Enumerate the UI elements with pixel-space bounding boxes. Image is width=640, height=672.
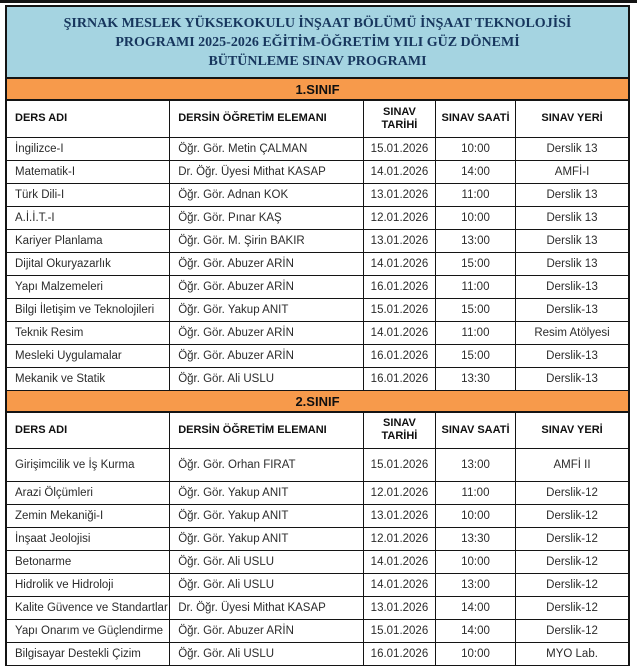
instructor-name: Öğr. Gör. Yakup ANIT [170, 482, 364, 505]
course-name: Teknik Resim [7, 321, 170, 344]
instructor-name: Öğr. Gör. M. Şirin BAKIR [170, 229, 364, 252]
table-row [7, 482, 628, 505]
exam-location: AMFİ II [516, 449, 628, 482]
table-row [7, 183, 628, 206]
exam-location: Derslik-13 [516, 344, 628, 367]
exam-time: 10:00 [435, 137, 515, 160]
exam-location: Derslik-13 [516, 367, 628, 390]
column-header-sinav-yeri: SINAV YERİ [516, 413, 628, 449]
course-name: Yapı Malzemeleri [7, 275, 170, 298]
table-row [7, 574, 628, 597]
exam-location: Derslik 13 [516, 206, 628, 229]
exam-location: Derslik-12 [516, 597, 628, 620]
instructor-name: Öğr. Gör. Abuzer ARİN [170, 275, 364, 298]
instructor-name: Öğr. Gör. Yakup ANIT [170, 298, 364, 321]
exam-time: 15:00 [435, 298, 515, 321]
course-name: Mesleki Uygulamalar [7, 344, 170, 367]
exam-table-second-year [7, 413, 628, 667]
exam-time: 13:30 [435, 367, 515, 390]
exam-date: 15.01.2026 [363, 298, 435, 321]
title-line-1: ŞIRNAK MESLEK YÜKSEKOKULU İNŞAAT BÖLÜMÜ İNŞAAT TEKNOLOJİSİ [63, 16, 572, 31]
course-name: Betonarme [7, 551, 170, 574]
exam-location: Derslik 13 [516, 183, 628, 206]
exam-time: 11:00 [435, 275, 515, 298]
exam-time: 14:00 [435, 160, 515, 183]
instructor-name: Öğr. Gör. Ali USLU [170, 574, 364, 597]
column-header-ders-adi: DERS ADI [7, 413, 170, 449]
instructor-name: Öğr. Gör. Metin ÇALMAN [170, 137, 364, 160]
section-first-year [7, 79, 628, 391]
instructor-name: Öğr. Gör. Ali USLU [170, 551, 364, 574]
exam-location: Derslik 13 [516, 229, 628, 252]
table-row [7, 298, 628, 321]
exam-date: 16.01.2026 [363, 275, 435, 298]
instructor-name: Öğr. Gör. Abuzer ARİN [170, 344, 364, 367]
column-header-sinav-tarihi: SINAV TARİHİ [363, 413, 435, 449]
exam-date: 13.01.2026 [363, 597, 435, 620]
exam-date: 15.01.2026 [363, 620, 435, 643]
exam-time: 10:00 [435, 206, 515, 229]
exam-time: 15:00 [435, 344, 515, 367]
exam-location: Derslik-12 [516, 620, 628, 643]
column-header-ogretim-elemani: DERSİN ÖĞRETİM ELEMANI [170, 101, 364, 137]
course-name: A.İ.İ.T.-I [7, 206, 170, 229]
table-header-row [7, 101, 628, 137]
course-name: İngilizce-I [7, 137, 170, 160]
exam-time: 14:00 [435, 620, 515, 643]
instructor-name: Öğr. Gör. Ali USLU [170, 367, 364, 390]
column-header-sinav-saati: SINAV SAATİ [435, 413, 515, 449]
exam-date: 13.01.2026 [363, 505, 435, 528]
column-header-ogretim-elemani: DERSİN ÖĞRETİM ELEMANI [170, 413, 364, 449]
column-header-sinav-saati: SINAV SAATİ [435, 101, 515, 137]
table-row [7, 344, 628, 367]
exam-time: 13:00 [435, 449, 515, 482]
exam-time: 10:00 [435, 643, 515, 666]
instructor-name: Öğr. Gör. Adnan KOK [170, 183, 364, 206]
exam-date: 16.01.2026 [363, 367, 435, 390]
course-name: Kalite Güvence ve Standartlar [7, 597, 170, 620]
table-header-row [7, 413, 628, 449]
table-row [7, 275, 628, 298]
exam-date: 16.01.2026 [363, 344, 435, 367]
section-header-2sinif: 2.SINIF [7, 391, 628, 413]
exam-date: 13.01.2026 [363, 229, 435, 252]
table-row [7, 137, 628, 160]
title-line-2: PROGRAMI 2025-2026 EĞİTİM-ÖĞRETİM YILI GÜZ DÖNEMİ [115, 35, 520, 50]
table-row [7, 321, 628, 344]
instructor-name: Öğr. Gör. Ali USLU [170, 643, 364, 666]
exam-time: 11:00 [435, 482, 515, 505]
exam-location: AMFİ-I [516, 160, 628, 183]
instructor-name: Dr. Öğr. Üyesi Mithat KASAP [170, 160, 364, 183]
table-row [7, 206, 628, 229]
course-name: Matematik-I [7, 160, 170, 183]
instructor-name: Öğr. Gör. Abuzer ARİN [170, 620, 364, 643]
exam-date: 15.01.2026 [363, 449, 435, 482]
table-row [7, 252, 628, 275]
exam-location: Derslik 13 [516, 252, 628, 275]
exam-time: 13:00 [435, 229, 515, 252]
exam-date: 14.01.2026 [363, 252, 435, 275]
exam-date: 13.01.2026 [363, 183, 435, 206]
exam-time: 14:00 [435, 597, 515, 620]
instructor-name: Öğr. Gör. Abuzer ARİN [170, 252, 364, 275]
table-row [7, 160, 628, 183]
top-border-line [0, 0, 637, 3]
exam-time: 10:00 [435, 505, 515, 528]
exam-date: 14.01.2026 [363, 160, 435, 183]
exam-date: 16.01.2026 [363, 643, 435, 666]
exam-date: 15.01.2026 [363, 137, 435, 160]
section-second-year [7, 391, 628, 667]
section-header-1sinif: 1.SINIF [7, 79, 628, 101]
table-row [7, 229, 628, 252]
exam-location: Derslik-13 [516, 275, 628, 298]
instructor-name: Öğr. Gör. Pınar KAŞ [170, 206, 364, 229]
course-name: Girişimcilik ve İş Kurma [7, 449, 170, 482]
table-row [7, 449, 628, 482]
column-header-ders-adi: DERS ADI [7, 101, 170, 137]
document-title [7, 7, 628, 79]
course-name: Dijital Okuryazarlık [7, 252, 170, 275]
exam-date: 12.01.2026 [363, 206, 435, 229]
exam-schedule-document [5, 5, 630, 666]
course-name: Kariyer Planlama [7, 229, 170, 252]
course-name: Arazi Ölçümleri [7, 482, 170, 505]
exam-location: Derslik-12 [516, 574, 628, 597]
exam-time: 10:00 [435, 551, 515, 574]
exam-time: 13:00 [435, 574, 515, 597]
table-row [7, 528, 628, 551]
exam-location: Derslik-12 [516, 482, 628, 505]
exam-location: Derslik-12 [516, 551, 628, 574]
table-row [7, 367, 628, 390]
table-row [7, 643, 628, 666]
exam-location: Derslik-12 [516, 505, 628, 528]
exam-time: 15:00 [435, 252, 515, 275]
exam-date: 12.01.2026 [363, 528, 435, 551]
exam-date: 12.01.2026 [363, 482, 435, 505]
table-row [7, 551, 628, 574]
instructor-name: Öğr. Gör. Orhan FIRAT [170, 449, 364, 482]
title-line-3: BÜTÜNLEME SINAV PROGRAMI [208, 54, 427, 69]
instructor-name: Dr. Öğr. Üyesi Mithat KASAP [170, 597, 364, 620]
table-row [7, 597, 628, 620]
instructor-name: Öğr. Gör. Yakup ANIT [170, 505, 364, 528]
exam-location: Derslik 13 [516, 137, 628, 160]
table-row [7, 505, 628, 528]
exam-date: 14.01.2026 [363, 551, 435, 574]
column-header-sinav-tarihi: SINAV TARİHİ [363, 101, 435, 137]
exam-time: 11:00 [435, 321, 515, 344]
course-name: Bilgisayar Destekli Çizim [7, 643, 170, 666]
table-row [7, 620, 628, 643]
exam-time: 13:30 [435, 528, 515, 551]
exam-time: 11:00 [435, 183, 515, 206]
exam-location: Resim Atölyesi [516, 321, 628, 344]
course-name: İnşaat Jeolojisi [7, 528, 170, 551]
course-name: Zemin Mekaniği-I [7, 505, 170, 528]
course-name: Mekanik ve Statik [7, 367, 170, 390]
exam-date: 14.01.2026 [363, 574, 435, 597]
instructor-name: Öğr. Gör. Abuzer ARİN [170, 321, 364, 344]
course-name: Hidrolik ve Hidroloji [7, 574, 170, 597]
course-name: Türk Dili-I [7, 183, 170, 206]
column-header-sinav-yeri: SINAV YERİ [516, 101, 628, 137]
course-name: Yapı Onarım ve Güçlendirme [7, 620, 170, 643]
exam-location: Derslik-12 [516, 528, 628, 551]
exam-location: Derslik-13 [516, 298, 628, 321]
course-name: Bilgi İletişim ve Teknolojileri [7, 298, 170, 321]
exam-location: MYO Lab. [516, 643, 628, 666]
exam-date: 14.01.2026 [363, 321, 435, 344]
exam-table-first-year [7, 101, 628, 391]
instructor-name: Öğr. Gör. Yakup ANIT [170, 528, 364, 551]
